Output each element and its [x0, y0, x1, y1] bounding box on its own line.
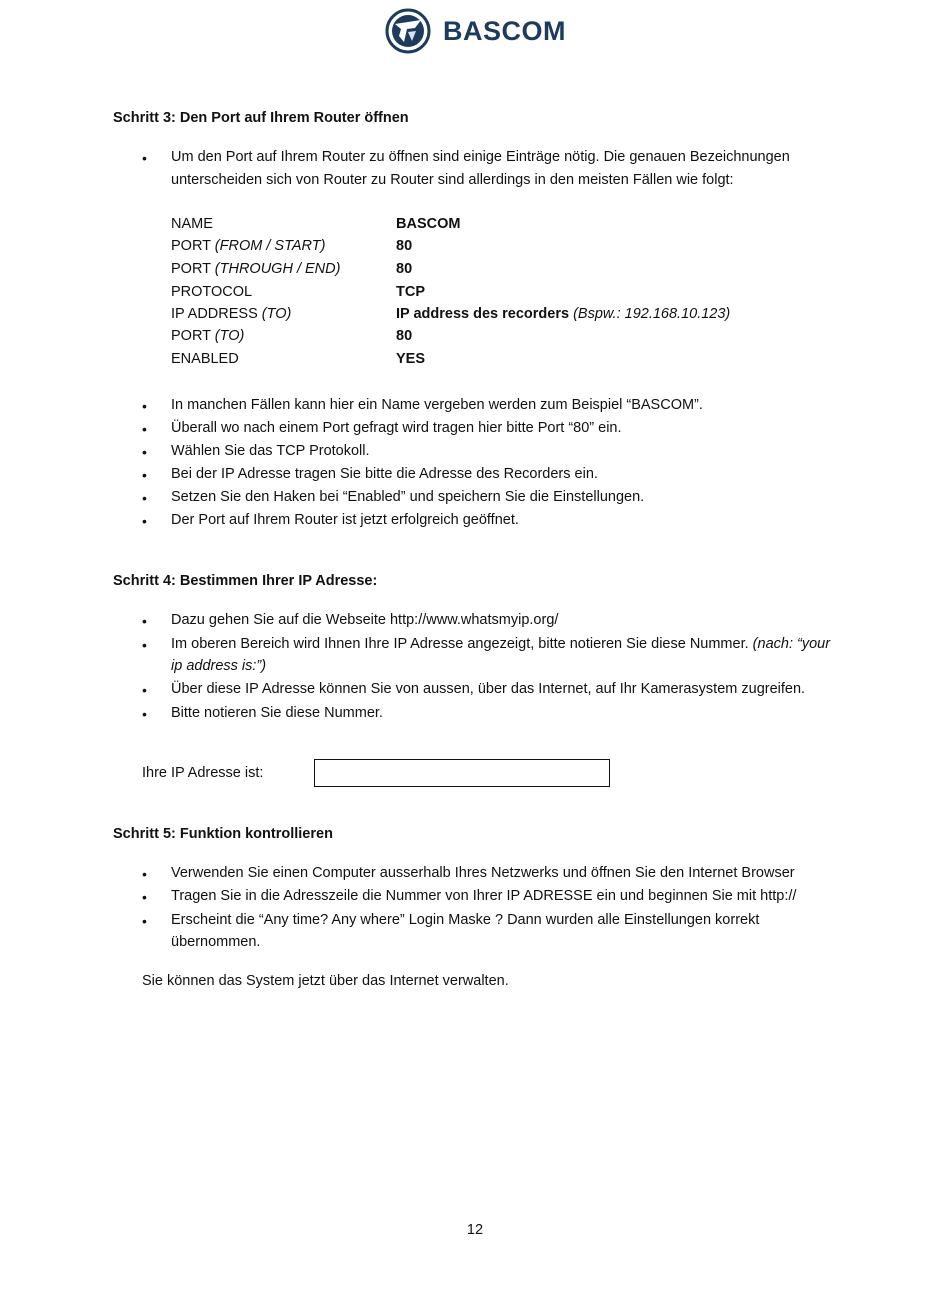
- step3-heading: Schritt 3: Den Port auf Ihrem Router öffnen: [113, 110, 409, 126]
- step5-heading: Schritt 5: Funktion kontrollieren: [113, 826, 333, 842]
- list-item: In manchen Fällen kann hier ein Name vergeben werden zum Beispiel “BASCOM”.: [171, 397, 703, 413]
- list-item: Dazu gehen Sie auf die Webseite http://www.whatsmyip.org/: [171, 612, 559, 628]
- bascom-emblem-icon: [385, 8, 431, 54]
- list-item: Über diese IP Adresse können Sie von aussen, über das Internet, auf Ihr Kamerasystem zugreifen.: [171, 681, 806, 697]
- setting-value-name: BASCOM: [396, 216, 461, 232]
- bullet-icon: •: [142, 682, 147, 698]
- closing-text: Sie können das System jetzt über das Internet verwalten.: [142, 973, 509, 989]
- logo-wordmark: BASCOM: [443, 15, 566, 46]
- list-item: Erscheint die “Any time? Any where” Login Maske ? Dann wurden alle Einstellungen korrekt: [171, 912, 760, 928]
- list-item: Bei der IP Adresse tragen Sie bitte die Adresse des Recorders ein.: [171, 466, 598, 482]
- setting-value-port-through: 80: [396, 261, 413, 277]
- setting-value-protocol: TCP: [396, 284, 425, 300]
- bullet-icon: •: [142, 150, 147, 166]
- setting-value-port-from: 80: [396, 238, 413, 254]
- bascom-logo: [385, 8, 575, 54]
- page-number: 12: [466, 1222, 484, 1238]
- step3-intro-line1: Um den Port auf Ihrem Router zu öffnen sind einige Einträge nötig. Die genauen Bezeichnungen: [171, 149, 790, 165]
- bullet-icon: •: [142, 637, 147, 653]
- step4-heading: Schritt 4: Bestimmen Ihrer IP Adresse:: [113, 573, 378, 589]
- bullet-icon: •: [142, 421, 147, 437]
- list-item: Im oberen Bereich wird Ihnen Ihre IP Adresse angezeigt, bitte notieren Sie diese Nummer. (nach: “your: [171, 636, 831, 652]
- setting-key-port-from: PORT (FROM / START): [171, 238, 326, 254]
- list-item-continuation: übernommen.: [171, 934, 261, 950]
- setting-key-protocol: PROTOCOL: [171, 284, 253, 300]
- bullet-icon: •: [142, 467, 147, 483]
- list-item: Tragen Sie in die Adresszeile die Nummer von Ihrer IP ADRESSE ein und beginnen Sie mit http://: [171, 888, 797, 904]
- list-item: Der Port auf Ihrem Router ist jetzt erfolgreich geöffnet.: [171, 512, 519, 528]
- bullet-icon: •: [142, 513, 147, 529]
- bullet-icon: •: [142, 889, 147, 905]
- bullet-icon: •: [142, 866, 147, 882]
- list-item: Verwenden Sie einen Computer ausserhalb Ihres Netzwerks und öffnen Sie den Internet Browser: [171, 865, 795, 881]
- setting-key-port-through: PORT (THROUGH / END): [171, 261, 341, 277]
- bullet-icon: •: [142, 706, 147, 722]
- list-item: Bitte notieren Sie diese Nummer.: [171, 705, 383, 721]
- ip-address-label: Ihre IP Adresse ist:: [142, 765, 264, 781]
- list-item: Überall wo nach einem Port gefragt wird tragen hier bitte Port “80” ein.: [171, 420, 622, 436]
- setting-key-ip-address: IP ADDRESS (TO): [171, 306, 292, 322]
- setting-key-enabled: ENABLED: [171, 351, 239, 367]
- setting-value-ip-address: IP address des recorders (Bspw.: 192.168.10.123): [396, 306, 731, 322]
- list-item: Wählen Sie das TCP Protokoll.: [171, 443, 370, 459]
- bullet-icon: •: [142, 913, 147, 929]
- bullet-icon: •: [142, 490, 147, 506]
- setting-key-name: NAME: [171, 216, 213, 232]
- setting-key-port-to: PORT (TO): [171, 328, 245, 344]
- bullet-icon: •: [142, 398, 147, 414]
- list-item: Setzen Sie den Haken bei “Enabled” und speichern Sie die Einstellungen.: [171, 489, 645, 505]
- setting-value-port-to: 80: [396, 328, 413, 344]
- setting-value-enabled: YES: [396, 351, 426, 367]
- bullet-icon: •: [142, 444, 147, 460]
- list-item-continuation: ip address is:”): [171, 658, 267, 674]
- bullet-icon: •: [142, 613, 147, 629]
- step3-intro-line2: unterscheiden sich von Router zu Router sind allerdings in den meisten Fällen wie folgt:: [171, 172, 734, 188]
- ip-address-field[interactable]: [314, 759, 610, 787]
